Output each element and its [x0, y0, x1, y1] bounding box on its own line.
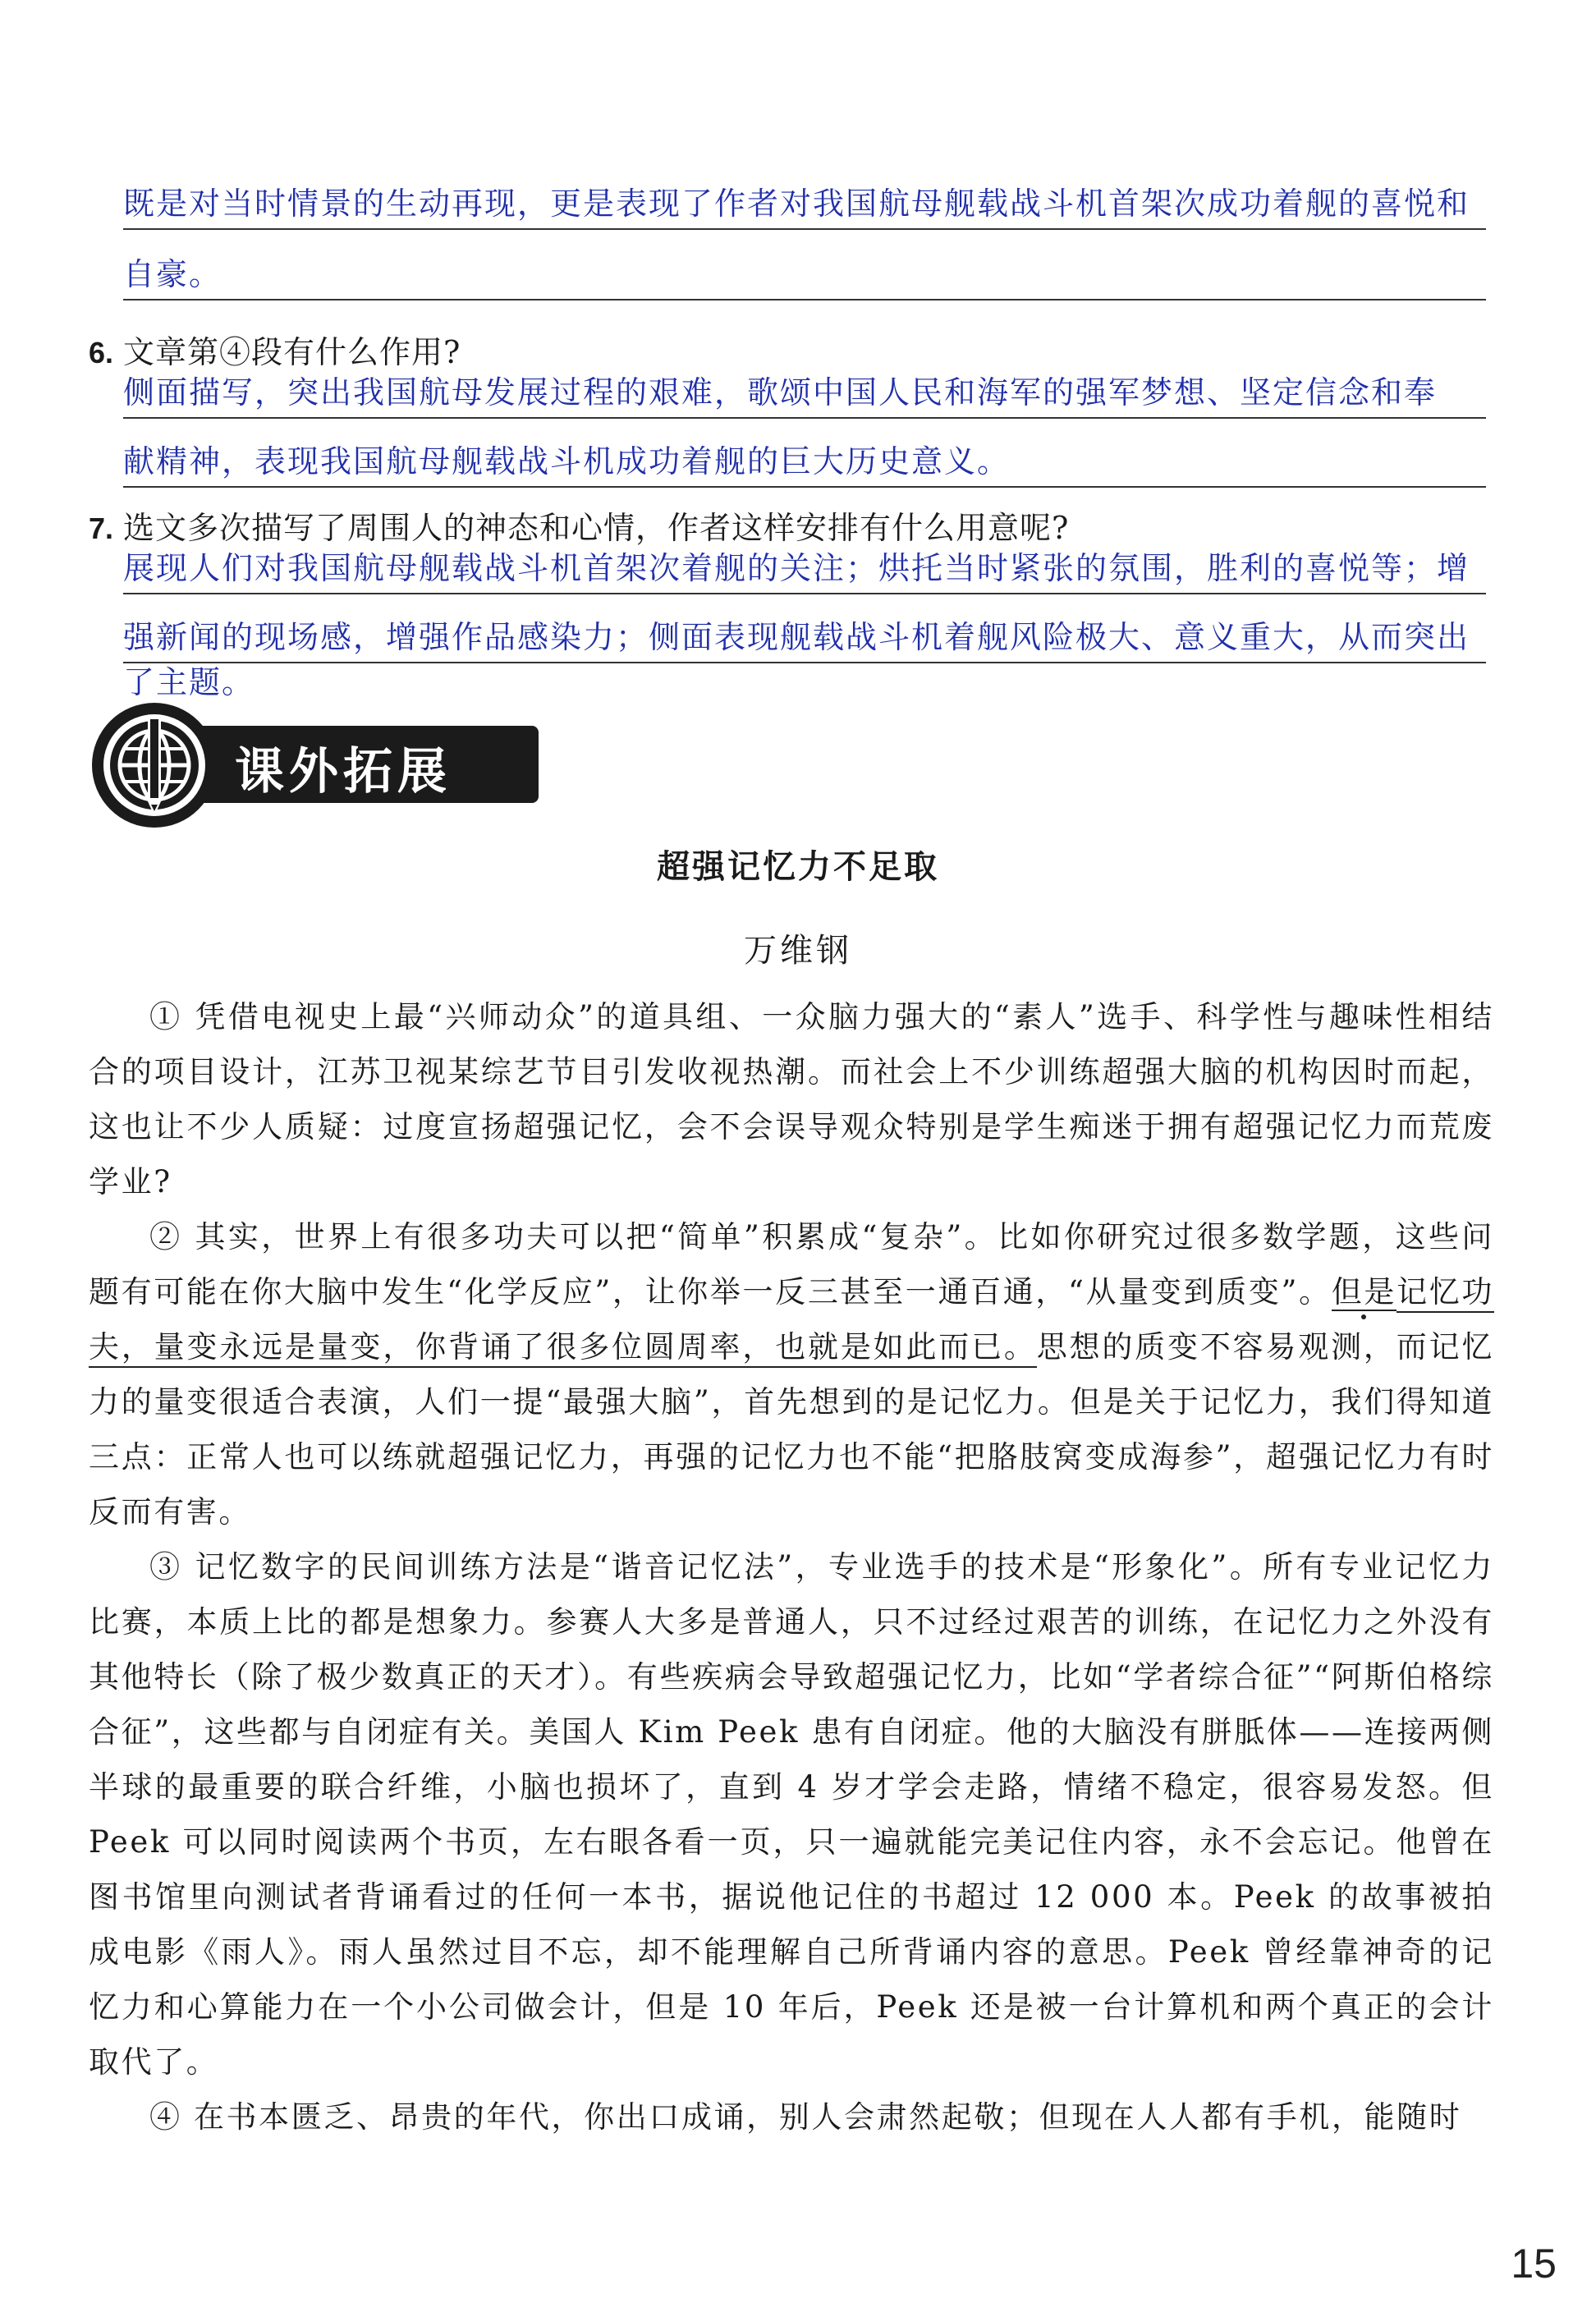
answer-text: 既是对当时情景的生动再现，更是表现了作者对我国航母舰载战斗机首架次成功着舰的喜悦和	[123, 186, 1470, 222]
question-text: 选文多次描写了周围人的神态和心情，作者这样安排有什么用意呢?	[123, 510, 1070, 546]
answer-text: 侧面描写，突出我国航母发展过程的艰难，歌颂中国人民和海军的强军梦想、坚定信念和奉	[123, 374, 1438, 411]
answer-line	[123, 361, 1486, 419]
answer-text: 献精神，表现我国航母舰载战斗机成功着舰的巨大历史意义。	[123, 443, 1011, 479]
article-author: 万维钢	[744, 932, 852, 970]
question-number: 6.	[89, 336, 114, 369]
answer-line	[123, 537, 1486, 594]
paragraph-4: ④ 在书本匮乏、昂贵的年代，你出口成诵，别人会肃然起敬；但现在人人都有手机，能随时	[149, 2099, 1462, 2135]
paragraph-1: ① 凭借电视史上最“兴师动众”的道具组、一众脑力强大的“素人”选手、科学性与趣味性相结合的项目设计，江苏卫视某综艺节目引发收视热潮。而社会上不少训练超强大脑的机构因时而起，这也让不少人质疑：过度宣扬超强记忆，会不会误导观众特别是学生痴迷于拥有超强记忆力而荒废学业?	[89, 999, 1494, 1200]
banner-title: 课外拓展	[235, 743, 452, 800]
paragraph-2	[89, 1209, 1494, 1539]
emphasis-dotted	[1332, 1274, 1396, 1311]
question-text: 文章第④段有什么作用?	[123, 334, 461, 370]
answer-line	[123, 243, 1486, 300]
underlined-sentence: 记忆功夫，量变永远是量变，你背诵了很多位圆周率，也就是如此而已。	[89, 1274, 1494, 1368]
answer-line	[123, 172, 1486, 230]
paragraph-3: ③ 记忆数字的民间训练方法是“谐音记忆法”，专业选手的技术是“形象化”。所有专业记忆力比赛，本质上比的都是想象力。参赛人大多是普通人，只不过经过艰苦的训练，在记忆力之外没有其他特长（除了极少数真正的天才）。有些疾病会导致超强记忆力，比如“学者综合征”“阿斯伯格综合征”，这些都与自闭症有关。美国人 Kim Peek 患有自闭症。他的大脑没有胼胝体——连接两侧半球的最重要的联合纤维，小脑也损坏了，直到 4 岁才学会走路，情绪不稳定，很容易发怒。但 Peek 可以同时阅读两个书页，左右眼各看一页，只一遍就能完美记住内容，永不会忘记。他曾在图书馆里向测试者背诵看过的任何一本书，据说他记住的书超过 12 000 本。Peek 的故事被拍成电影《雨人》。雨人虽然过目不忘，却不能理解自己所背诵内容的意思。Peek 曾经靠神奇的记忆力和心算能力在一个小公司做会计，但是 10 年后，Peek 还是被一台计算机和两个真正的会计取代了。	[89, 1549, 1495, 2080]
paragraph-2-text-a: ② 其实，世界上有很多功夫可以把“简单”积累成“复杂”。比如你研究过很多数学题，这些问题有可能在你大脑中发生“化学反应”，让你举一反三甚至一通百通，“从量变到质变”。	[89, 1219, 1494, 1310]
article-title: 超强记忆力不足取	[657, 848, 939, 886]
section-banner	[89, 700, 466, 831]
answer-line	[123, 606, 1486, 663]
article-body	[89, 989, 1494, 2145]
globe-pen-icon	[89, 700, 220, 831]
page-number: 15	[1511, 2241, 1557, 2287]
question-number: 7.	[89, 511, 114, 545]
emphasis-char: 但是	[1331, 1274, 1397, 1310]
answer-text: 了主题。	[123, 664, 255, 700]
answer-line	[123, 430, 1486, 488]
answer-text: 强新闻的现场感，增强作品感染力；侧面表现舰载战斗机着舰风险极大、意义重大，从而突出	[123, 619, 1470, 655]
answer-text: 自豪。	[123, 256, 222, 292]
answer-text: 展现人们对我国航母舰载战斗机首架次着舰的关注；烘托当时紧张的氛围，胜利的喜悦等；增	[123, 550, 1470, 586]
paragraph-2-text-b: 思想的质变不容易观测，而记忆力的量变很适合表演，人们一提“最强大脑”，首先想到的是记忆力。但是关于记忆力，我们得知道三点：正常人也可以练就超强记忆力，再强的记忆力也不能“把胳肢窝变成海参”，超强记忆力有时反而有害。	[89, 1329, 1494, 1530]
